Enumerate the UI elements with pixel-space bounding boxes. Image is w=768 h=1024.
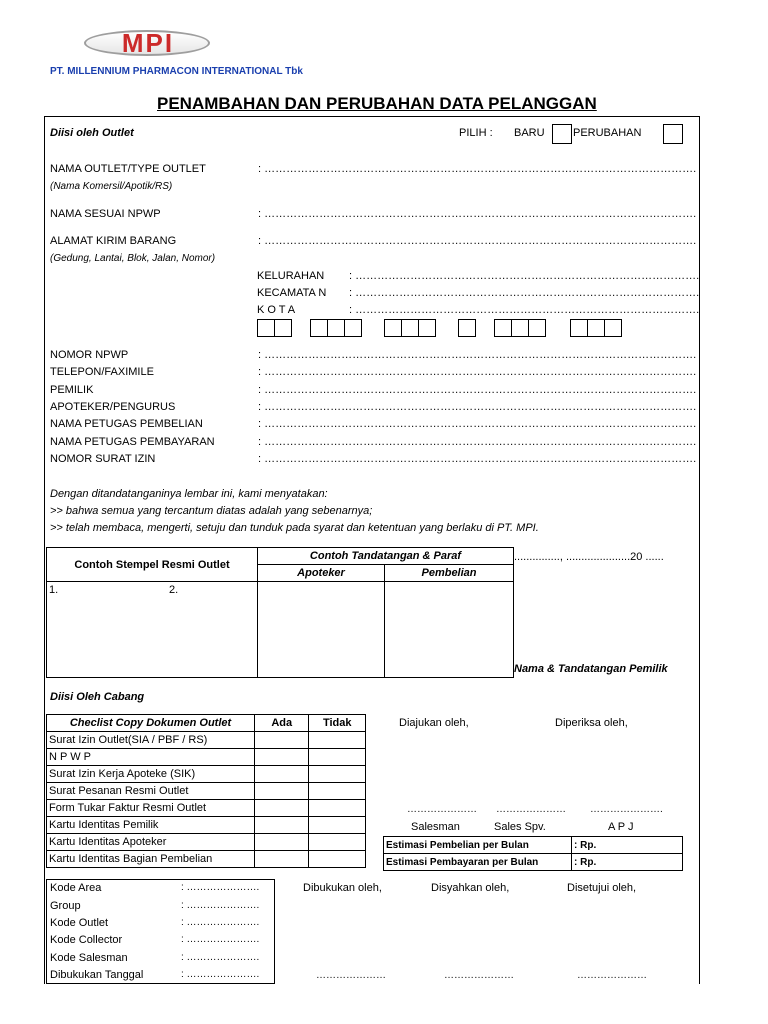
stamp-header: Contoh Stempel Resmi Outlet	[47, 548, 258, 582]
pembelian-header: Pembelian	[385, 565, 514, 582]
field-label: NOMOR NPWP	[50, 349, 129, 361]
code-field[interactable]: : ………………….	[181, 882, 260, 893]
code-box-group[interactable]	[494, 319, 545, 337]
alamat-field[interactable]: : ……………………………………………………………………………………………………….	[258, 235, 697, 247]
tidak-header: Tidak	[309, 715, 366, 732]
baru-checkbox[interactable]	[552, 124, 572, 144]
field-label: NAMA PETUGAS PEMBAYARAN	[50, 436, 215, 448]
alamat-note: (Gedung, Lantai, Blok, Jalan, Nomor)	[50, 253, 216, 264]
kelurahan-label: KELURAHAN	[257, 270, 325, 282]
stamp-number-2: 2.	[169, 584, 179, 596]
ada-cell[interactable]	[255, 851, 309, 868]
tidak-cell[interactable]	[309, 834, 366, 851]
pembelian-sign-area[interactable]	[385, 582, 514, 678]
nama-outlet-field[interactable]: : ……………………………………………………………………………………………………….	[258, 163, 697, 175]
outlet-section-title: Diisi oleh Outlet	[50, 127, 134, 139]
ada-cell[interactable]	[255, 817, 309, 834]
code-box-group[interactable]	[458, 319, 475, 337]
doc-label: Surat Izin Kerja Apoteke (SIK)	[47, 766, 255, 783]
code-box-group[interactable]	[310, 319, 361, 337]
declaration-line: >> bahwa semua yang tercantum diatas adalah yang sebenarnya;	[50, 505, 373, 517]
ada-cell[interactable]	[255, 800, 309, 817]
code-field[interactable]: : ………………….	[181, 969, 260, 980]
disetujui-label: Disetujui oleh,	[567, 882, 637, 894]
dibukukan-label: Dibukukan oleh,	[303, 882, 382, 894]
kecamatan-field[interactable]: : ………………………………………………………………………………….	[349, 287, 700, 299]
ada-cell[interactable]	[255, 749, 309, 766]
field-line[interactable]: : ……………………………………………………………………………………………………….	[258, 436, 697, 448]
nama-npwp-label: NAMA SESUAI NPWP	[50, 208, 161, 220]
disyahkan-sign-line[interactable]: …………………	[444, 970, 514, 981]
kota-field[interactable]: : ………………………………………………………………………………….	[349, 304, 700, 316]
field-line[interactable]: : ……………………………………………………………………………………………………….	[258, 401, 697, 413]
field-line[interactable]: : ……………………………………………………………………………………………………….	[258, 418, 697, 430]
est-pembelian-value[interactable]: : Rp.	[572, 837, 683, 854]
tidak-cell[interactable]	[309, 749, 366, 766]
declaration-line: Dengan ditandatanganinya lembar ini, kami menyatakan:	[50, 488, 328, 500]
apoteker-header: Apoteker	[258, 565, 385, 582]
code-label: Kode Collector	[50, 934, 123, 946]
stamp-area[interactable]	[47, 582, 258, 678]
code-field[interactable]: : ………………….	[181, 934, 260, 945]
doc-label: N P W P	[47, 749, 255, 766]
sign-header: Contoh Tandatangan & Paraf	[258, 548, 514, 565]
tidak-cell[interactable]	[309, 851, 366, 868]
doc-label: Surat Izin Outlet(SIA / PBF / RS)	[47, 732, 255, 749]
apj-label: A P J	[608, 821, 634, 833]
spv-sign-line[interactable]: …………………	[496, 804, 566, 815]
doc-label: Kartu Identitas Bagian Pembelian	[47, 851, 255, 868]
field-label: TELEPON/FAXIMILE	[50, 366, 154, 378]
doc-label: Kartu Identitas Apoteker	[47, 834, 255, 851]
ada-cell[interactable]	[255, 732, 309, 749]
ada-header: Ada	[255, 715, 309, 732]
mpi-logo	[84, 28, 214, 58]
tidak-cell[interactable]	[309, 783, 366, 800]
checklist-header: Checlist Copy Dokumen Outlet	[47, 715, 255, 732]
est-pembayaran-label: Estimasi Pembayaran per Bulan	[384, 854, 572, 871]
dibukukan-sign-line[interactable]: …………………	[316, 970, 386, 981]
apj-sign-line[interactable]: ………………….	[590, 804, 663, 815]
form-title: PENAMBAHAN DAN PERUBAHAN DATA PELANGGAN	[157, 94, 597, 113]
code-box-group[interactable]	[257, 319, 291, 337]
code-field[interactable]: : ………………….	[181, 900, 260, 911]
diajukan-label: Diajukan oleh,	[399, 717, 469, 729]
ada-cell[interactable]	[255, 766, 309, 783]
declaration-line: >> telah membaca, mengerti, setuju dan tunduk pada syarat dan ketentuan yang berlaku di PT. MPI.	[50, 522, 539, 534]
pilih-label: PILIH :	[459, 127, 493, 139]
tidak-cell[interactable]	[309, 800, 366, 817]
field-label: APOTEKER/PENGURUS	[50, 401, 176, 413]
doc-label: Surat Pesanan Resmi Outlet	[47, 783, 255, 800]
code-field[interactable]: : ………………….	[181, 952, 260, 963]
nama-outlet-label: NAMA OUTLET/TYPE OUTLET	[50, 163, 206, 175]
tidak-cell[interactable]	[309, 732, 366, 749]
code-label: Group	[50, 900, 81, 912]
est-pembayaran-value[interactable]: : Rp.	[572, 854, 683, 871]
stamp-signature-table	[46, 547, 514, 678]
apoteker-sign-area[interactable]	[258, 582, 385, 678]
estimation-table	[383, 836, 683, 871]
alamat-label: ALAMAT KIRIM BARANG	[50, 235, 177, 247]
disyahkan-label: Disyahkan oleh,	[431, 882, 510, 894]
perubahan-checkbox[interactable]	[663, 124, 683, 144]
checklist-table	[46, 714, 366, 868]
tidak-cell[interactable]	[309, 817, 366, 834]
code-label: Kode Outlet	[50, 917, 109, 929]
owner-signature-label: Nama & Tandatangan Pemilik	[514, 663, 668, 675]
field-label: PEMILIK	[50, 384, 94, 396]
ada-cell[interactable]	[255, 783, 309, 800]
perubahan-label: PERUBAHAN	[573, 127, 642, 139]
salesman-sign-line[interactable]: …………………	[407, 804, 477, 815]
field-line[interactable]: : ……………………………………………………………………………………………………….	[258, 349, 697, 361]
est-pembelian-label: Estimasi Pembelian per Bulan	[384, 837, 572, 854]
code-box-group[interactable]	[570, 319, 621, 337]
code-label: Dibukukan Tanggal	[50, 969, 144, 981]
salesman-label: Salesman	[411, 821, 460, 833]
nama-npwp-field[interactable]: : ……………………………………………………………………………………………………….	[258, 208, 697, 220]
branch-section-title: Diisi Oleh Cabang	[50, 691, 145, 703]
field-label: NOMOR SURAT IZIN	[50, 453, 156, 465]
code-label: Kode Area	[50, 882, 102, 894]
doc-label: Kartu Identitas Pemilik	[47, 817, 255, 834]
diperiksa-label: Diperiksa oleh,	[555, 717, 628, 729]
code-label: Kode Salesman	[50, 952, 128, 964]
code-field[interactable]: : ………………….	[181, 917, 260, 928]
stamp-number-1: 1.	[49, 584, 59, 596]
doc-label: Form Tukar Faktur Resmi Outlet	[47, 800, 255, 817]
company-name: PT. MILLENNIUM PHARMACON INTERNATIONAL Tbk	[50, 66, 303, 77]
field-line[interactable]: : ……………………………………………………………………………………………………….	[258, 366, 697, 378]
field-line[interactable]: : ……………………………………………………………………………………………………….	[258, 453, 697, 465]
nama-outlet-note: (Nama Komersil/Apotik/RS)	[50, 181, 173, 192]
logo-text: MPI	[121, 28, 175, 58]
tidak-cell[interactable]	[309, 766, 366, 783]
kelurahan-field[interactable]: : ………………………………………………………………………………….	[349, 270, 700, 282]
code-box-group[interactable]	[384, 319, 435, 337]
field-line[interactable]: : ……………………………………………………………………………………………………….	[258, 384, 697, 396]
disetujui-sign-line[interactable]: …………………	[577, 970, 647, 981]
ada-cell[interactable]	[255, 834, 309, 851]
field-label: NAMA PETUGAS PEMBELIAN	[50, 418, 203, 430]
kecamatan-label: KECAMATA N	[257, 287, 327, 299]
date-line[interactable]: ..............., .....................20 ......	[514, 551, 664, 563]
kota-label: K O T A	[257, 304, 296, 316]
baru-label: BARU	[514, 127, 545, 139]
sales-spv-label: Sales Spv.	[494, 821, 546, 833]
